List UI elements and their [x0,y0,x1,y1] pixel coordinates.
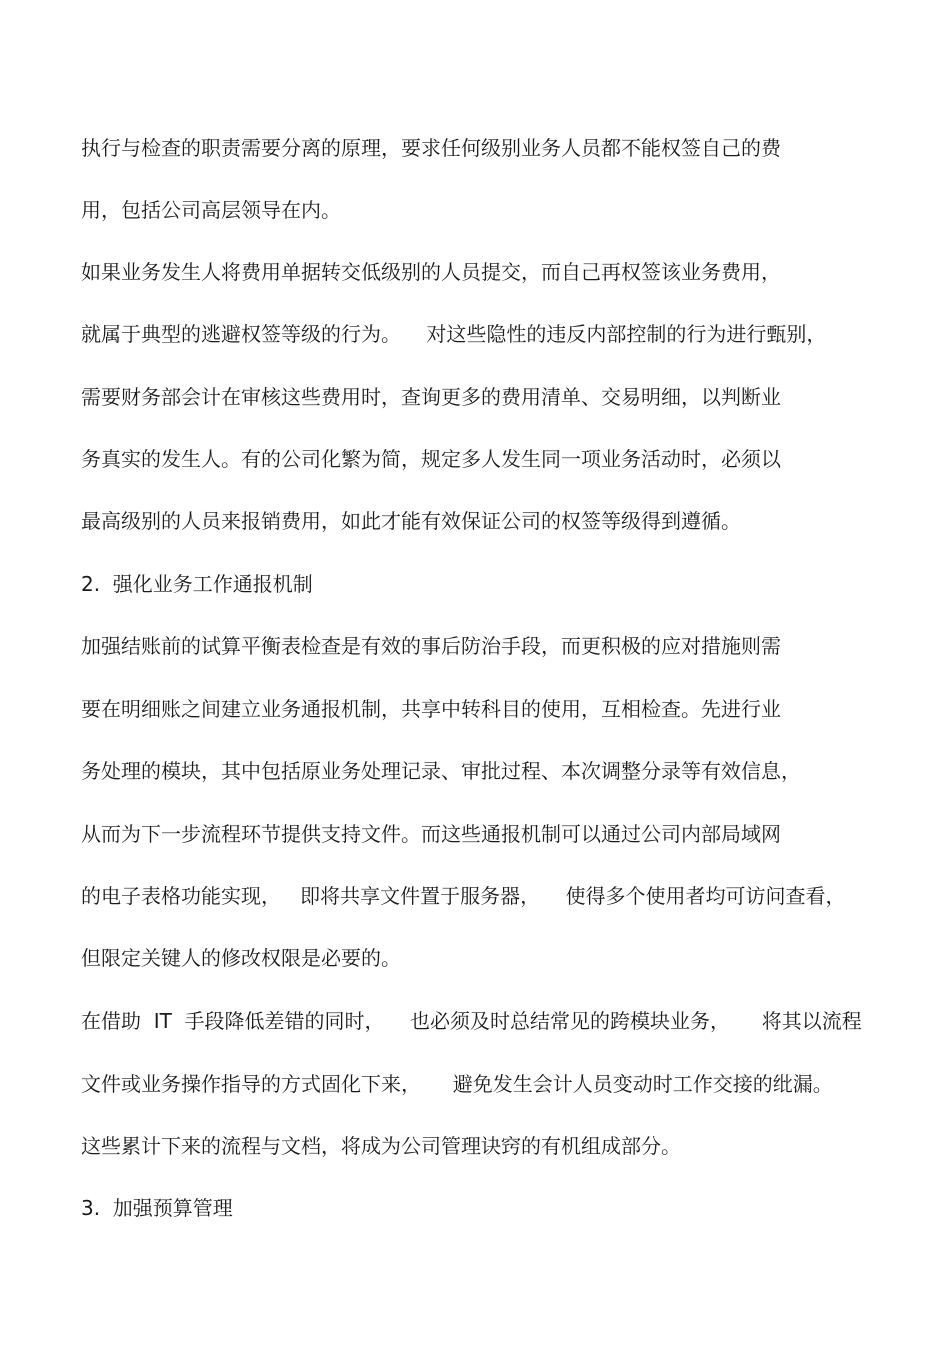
text-line-16: 文件或业务操作指导的方式固化下来， 避免发生会计人员变动时工作交接的纰漏。 [81,1072,833,1096]
text-line-12: 从而为下一步流程环节提供支持文件。而这些通报机制可以通过公司内部局域网 [81,822,781,846]
text-line-14: 但限定关键人的修改权限是必要的。 [81,946,401,970]
text-line-7: 最高级别的人员来报销费用，如此才能有效保证公司的权签等级得到遵循。 [81,509,741,533]
text-line-5: 需要财务部会计在审核这些费用时，查询更多的费用清单、交易明细，以判断业 [81,385,781,409]
text-line-15: 在借助 IT 手段降低差错的同时， 也必须及时总结常见的跨模块业务， 将其以流程 [81,1009,862,1033]
text-line-17: 这些累计下来的流程与文档，将成为公司管理诀窍的有机组成部分。 [81,1134,681,1158]
text-line-13: 的电子表格功能实现， 即将共享文件置于服务器， 使得多个使用者均可访问查看， [81,884,846,908]
text-line-2: 用，包括公司高层领导在内。 [81,198,341,222]
text-line-3: 如果业务发生人将费用单据转交低级别的人员提交，而自己再权签该业务费用， [81,260,781,284]
section-heading-2: 2. 强化业务工作通报机制 [81,572,313,596]
text-line-11: 务处理的模块，其中包括原业务处理记录、审批过程、本次调整分录等有效信息， [81,759,801,783]
text-line-10: 要在明细账之间建立业务通报机制，共享中转科目的使用，互相检查。先进行业 [81,697,781,721]
text-line-1: 执行与检查的职责需要分离的原理，要求任何级别业务人员都不能权签自己的费 [81,136,781,160]
text-line-9: 加强结账前的试算平衡表检查是有效的事后防治手段，而更积极的应对措施则需 [81,634,781,658]
text-line-6: 务真实的发生人。有的公司化繁为简，规定多人发生同一项业务活动时，必须以 [81,447,781,471]
text-line-4: 就属于典型的逃避权签等级的行为。 对这些隐性的违反内部控制的行为进行甄别， [81,322,827,346]
section-heading-3: 3. 加强预算管理 [81,1196,233,1220]
